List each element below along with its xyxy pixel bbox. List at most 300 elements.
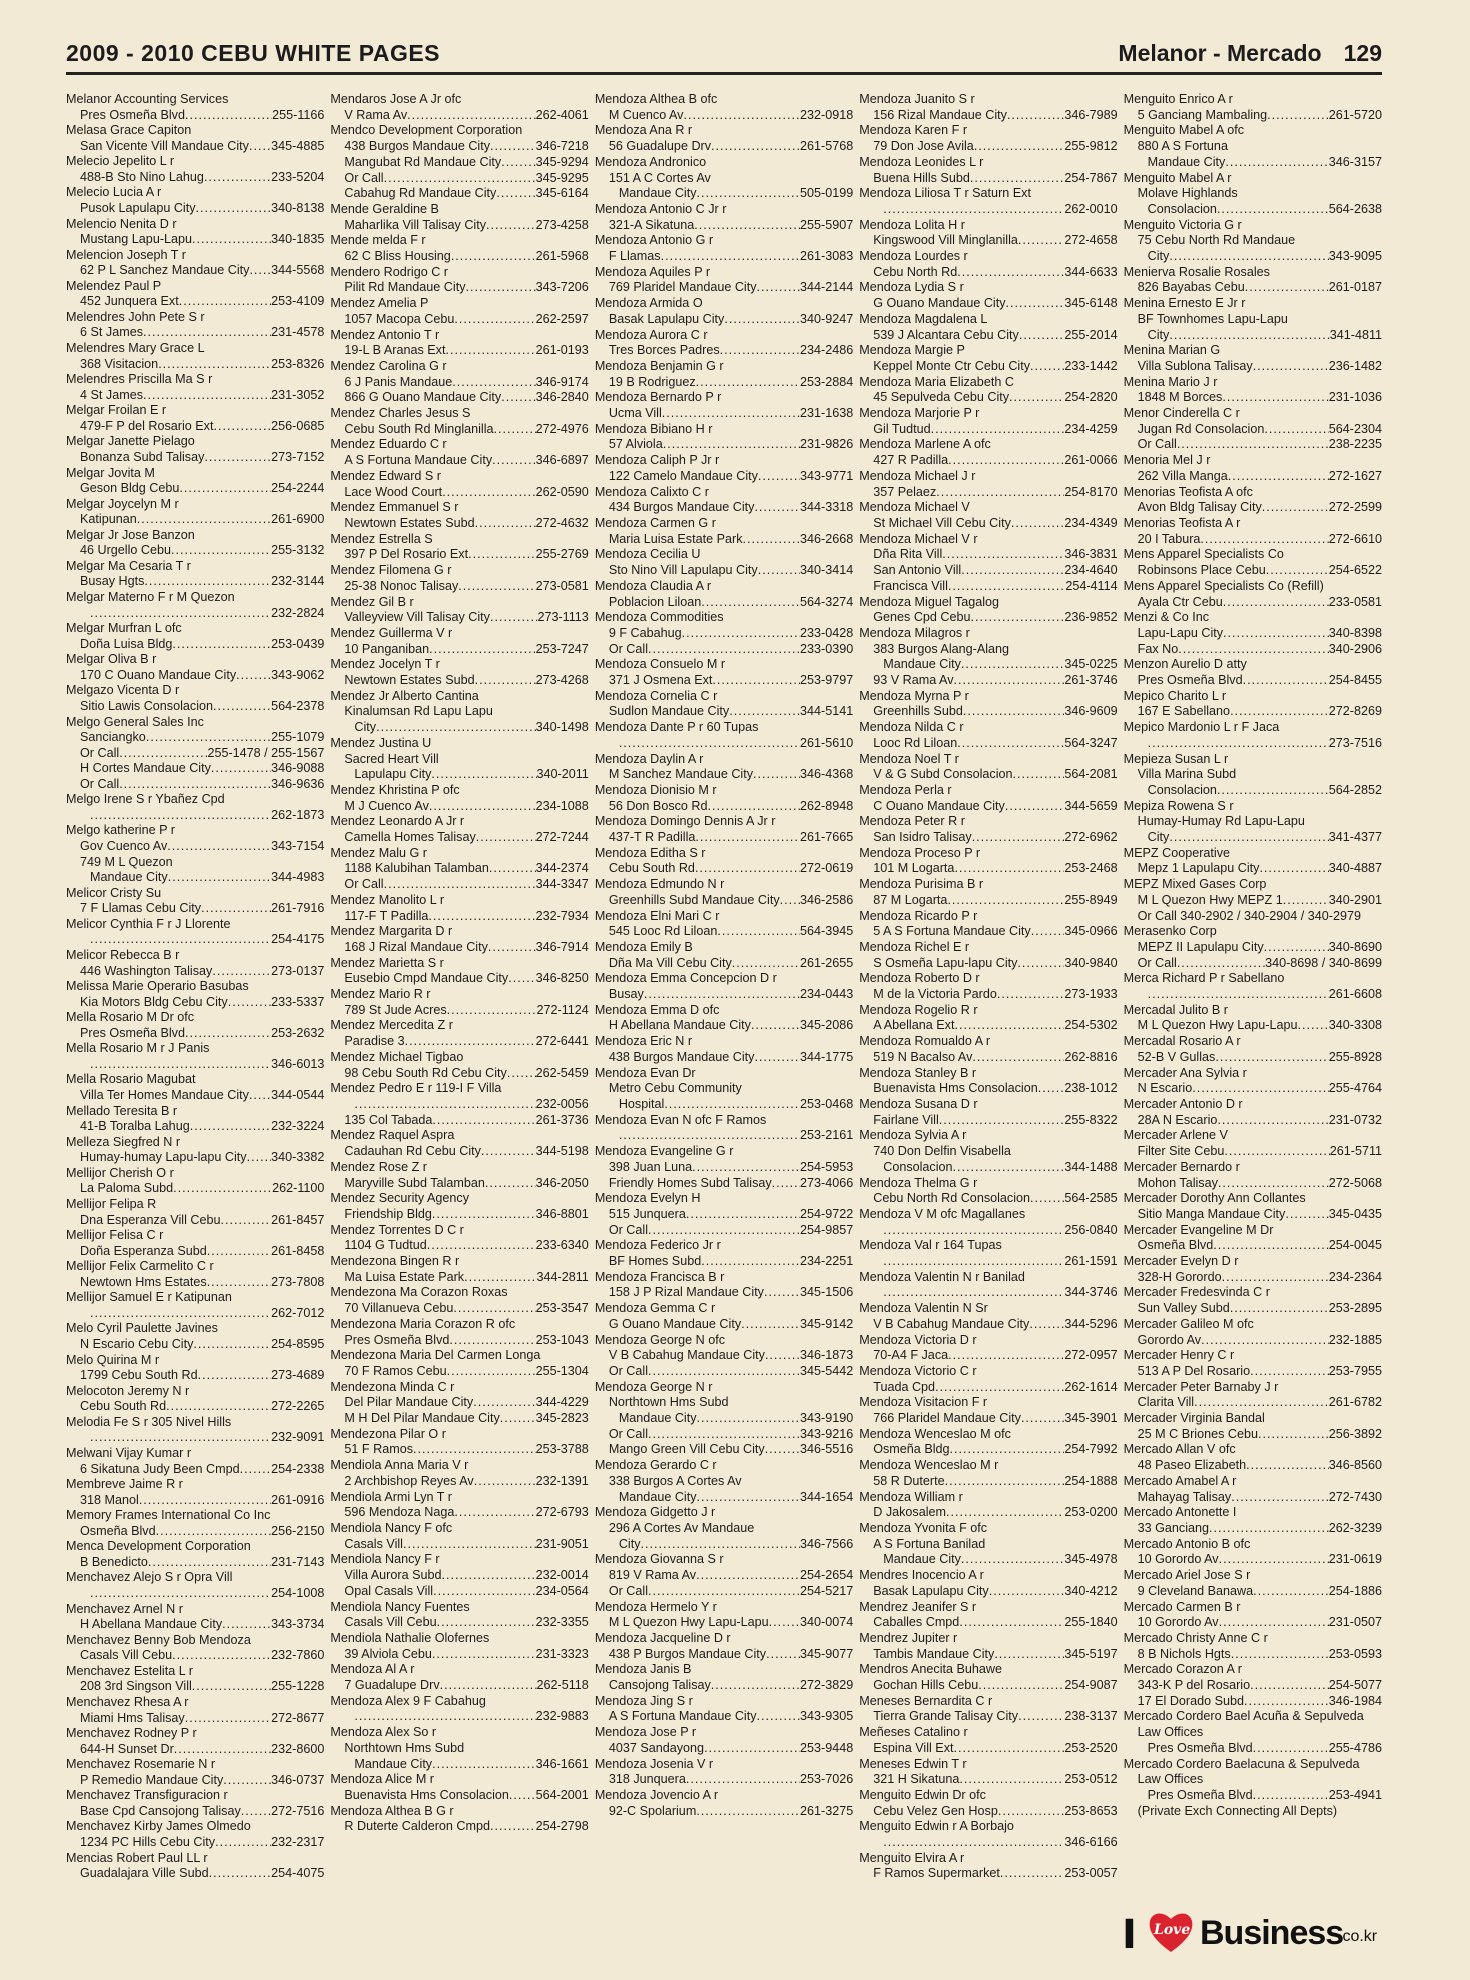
listing-address-line xyxy=(595,1395,853,1411)
dot-leader xyxy=(485,1176,536,1192)
listing-address-line xyxy=(595,186,853,202)
phone-number: 261-6608 xyxy=(1328,987,1383,1002)
dot-leader xyxy=(431,767,536,783)
address-text: City xyxy=(1147,830,1170,845)
phone-number: 272-3829 xyxy=(799,1678,854,1693)
address-text: Villa Marina Subd xyxy=(1137,767,1237,782)
listing-address-line xyxy=(1124,1725,1382,1741)
listing-address-line xyxy=(66,481,324,497)
listing-address-line xyxy=(1124,328,1382,344)
listing-address-line xyxy=(330,422,588,438)
listing-entry xyxy=(859,1490,1117,1521)
listing-name: Mercado Antonio B ofc xyxy=(1123,1536,1251,1551)
listing-name: Mendoza Marlene A ofc xyxy=(859,437,991,452)
dot-leader xyxy=(1009,390,1064,406)
address-text: 1104 G Tudtud xyxy=(344,1238,427,1253)
listing-name: Mendoza Margie P xyxy=(859,343,965,358)
listing-address-line xyxy=(859,1254,1117,1270)
listing-address-line xyxy=(595,500,853,516)
listing-name: Mendez Rose Z r xyxy=(330,1159,427,1174)
listing-column-3 xyxy=(595,92,853,1882)
listing-address-line xyxy=(66,1150,324,1166)
listing-name: Melgar Janette Pielago xyxy=(66,434,195,449)
dot-leader xyxy=(119,746,207,762)
listing-name: Mercado Cordero Bael Acuña & Sepulveda xyxy=(1123,1709,1364,1724)
dot-leader xyxy=(500,1411,536,1427)
phone-number: 254-7992 xyxy=(1064,1442,1118,1457)
listing-entry xyxy=(1124,1411,1382,1442)
listing-name: Menina Marian G xyxy=(1123,343,1221,358)
listing-address-line xyxy=(1124,233,1382,249)
listing-address-line xyxy=(859,390,1117,406)
listing-entry xyxy=(1124,971,1382,1002)
listing-name: Mendoza Cornelia C r xyxy=(594,688,718,703)
phone-number: 253-0468 xyxy=(799,1097,854,1111)
dot-leader xyxy=(1217,202,1329,218)
listing-entry xyxy=(66,1135,324,1166)
listing-name: Mendez Charles Jesus S xyxy=(330,406,471,421)
phone-number: 232-0918 xyxy=(799,107,854,122)
address-text: 10 Gorordo Av xyxy=(1137,1552,1219,1567)
dot-leader xyxy=(201,901,271,917)
listing-address-line xyxy=(595,673,853,689)
phone-number: 233-0428 xyxy=(799,625,854,640)
dot-leader xyxy=(989,1584,1065,1600)
listing-entry xyxy=(66,1415,324,1446)
listing-name: Mendoza Althea B ofc xyxy=(594,92,718,106)
listing-entry xyxy=(330,563,588,594)
listing-entry xyxy=(1124,720,1382,751)
listing-name: Melgazo Vicenta D r xyxy=(66,683,180,698)
listing-name: Mendoza Gidgetto J r xyxy=(594,1505,716,1520)
phone-number: 253-3788 xyxy=(535,1442,589,1457)
listing-entry xyxy=(859,186,1117,217)
dot-leader xyxy=(697,186,800,202)
address-text: Greenhills Subd Mandaue City xyxy=(608,892,780,907)
listing-entry xyxy=(859,1631,1117,1662)
phone-number: 261-3275 xyxy=(799,1803,854,1818)
address-text: Del Pilar Mandaue City xyxy=(344,1395,474,1410)
dot-leader xyxy=(765,1348,800,1364)
listing-entry xyxy=(595,328,853,359)
listing-address-line xyxy=(595,1772,853,1788)
address-text: Or Call xyxy=(608,1583,648,1598)
listing-entry xyxy=(1124,1191,1382,1222)
listing-address-line xyxy=(595,924,853,940)
listing-address-line xyxy=(66,1804,324,1820)
dot-leader xyxy=(90,1586,271,1602)
listing-address-line xyxy=(595,1568,853,1584)
dot-leader xyxy=(1253,1741,1329,1757)
listing-address-line xyxy=(1124,1427,1382,1443)
listing-entry xyxy=(66,217,324,248)
logo-business-text: Business xyxy=(1200,1914,1344,1952)
listing-name: Mendoza Jing S r xyxy=(594,1693,693,1708)
listing-address-line xyxy=(1124,1458,1382,1474)
listing-entry xyxy=(66,1072,324,1103)
listing-address-line xyxy=(66,1368,324,1384)
listing-address-line xyxy=(1124,956,1382,972)
listing-address-line xyxy=(859,673,1117,689)
listing-entry xyxy=(1124,1223,1382,1254)
phone-number: 253-4109 xyxy=(271,294,325,309)
listing-address-line xyxy=(330,1788,588,1804)
listing-address-line xyxy=(330,1411,588,1427)
dot-leader xyxy=(384,171,536,187)
dot-leader xyxy=(172,637,271,653)
listing-name: Mendez Carolina G r xyxy=(330,358,447,373)
address-text: Mandaue City xyxy=(90,870,168,885)
phone-number: 262-8948 xyxy=(799,798,854,813)
listing-entry xyxy=(1124,547,1382,578)
phone-number: 564-2304 xyxy=(1328,421,1383,436)
listing-name: Mendoza Noel T r xyxy=(859,751,959,766)
dot-leader xyxy=(1230,1301,1329,1317)
listing-name: Mercader Evangeline M Dr xyxy=(1123,1222,1274,1237)
dot-leader xyxy=(451,249,536,265)
listing-name: Mendoza Richel E r xyxy=(859,939,970,954)
listing-address-line xyxy=(1124,139,1382,155)
listing-address-line xyxy=(859,1584,1117,1600)
listing-entry xyxy=(859,1819,1117,1850)
listing-name: Melo Cyril Paulette Javines xyxy=(66,1321,218,1336)
address-text: 7 F Llamas Cebu City xyxy=(80,901,202,916)
phone-number: 343-9216 xyxy=(799,1426,854,1441)
address-text: G Ouano Mandaue City xyxy=(608,1316,742,1331)
listing-name: Mendez Manolito L r xyxy=(330,892,445,907)
listing-name: Mendezona Maria Del Carmen Longa xyxy=(330,1348,541,1363)
listing-address-line xyxy=(595,956,853,972)
address-text: A Abellana Ext xyxy=(873,1018,955,1033)
phone-number: 346-7914 xyxy=(535,939,589,954)
listing-name: Mendoza Alice M r xyxy=(330,1772,434,1787)
phone-number: 340-1498 xyxy=(535,720,589,735)
phone-number: 253-1043 xyxy=(535,1332,589,1347)
listing-name: Menzi & Co Inc xyxy=(1123,610,1210,625)
listing-name: Mendoza Gemma C r xyxy=(594,1301,716,1316)
phone-number: 343-3734 xyxy=(271,1617,325,1632)
listing-address-line xyxy=(330,485,588,501)
phone-number: 344-2144 xyxy=(799,280,854,295)
listing-name: Melgo Irene S r Ybañez Cpd xyxy=(66,792,225,807)
listing-address-line xyxy=(859,1647,1117,1663)
listing-name: Mendoza Giovanna S r xyxy=(594,1552,724,1567)
listing-name: Mendez Marietta S r xyxy=(330,955,444,970)
listing-address-line xyxy=(859,547,1117,563)
listing-name: Mendezona Maria Corazon R ofc xyxy=(330,1316,516,1331)
listing-address-line xyxy=(66,1088,324,1104)
listing-entry xyxy=(859,1207,1117,1238)
phone-number: 255-5907 xyxy=(799,217,854,232)
listing-address-line xyxy=(330,830,588,846)
dot-leader xyxy=(1222,390,1328,406)
address-text: 513 A P Del Rosario xyxy=(1137,1363,1251,1378)
listing-address-line xyxy=(330,108,588,124)
listing-name: Mendez Security Agency xyxy=(330,1191,470,1206)
dot-leader xyxy=(883,1223,1064,1239)
address-text: Gorordo Av xyxy=(1137,1332,1202,1347)
listing-address-line xyxy=(595,861,853,877)
phone-number: 345-9295 xyxy=(535,170,589,185)
listing-address-line xyxy=(595,987,853,1003)
listing-address-line xyxy=(595,1254,853,1270)
listing-name: Mercadal Rosario A r xyxy=(1123,1034,1241,1049)
listing-name: Mendez Emmanuel S r xyxy=(330,500,459,515)
address-text: 46 Urgello Cebu xyxy=(80,543,172,558)
phone-number: 262-4061 xyxy=(535,107,589,122)
listing-name: Mendez Filomena G r xyxy=(330,563,452,578)
dot-leader xyxy=(1031,924,1065,940)
phone-number: 253-3547 xyxy=(535,1301,589,1316)
listing-address-line xyxy=(595,1678,853,1694)
phone-number: 262-0010 xyxy=(1064,201,1118,216)
dot-leader xyxy=(207,1275,271,1291)
address-text: F Llamas xyxy=(608,249,661,264)
dot-leader xyxy=(695,861,800,877)
dot-leader xyxy=(1258,1427,1329,1443)
listing-address-line xyxy=(1124,437,1382,453)
dot-leader xyxy=(146,730,271,746)
phone-number: 254-4075 xyxy=(271,1866,325,1881)
listing-name: Mendoza Elni Mari C r xyxy=(594,908,720,923)
listing-entry xyxy=(330,626,588,657)
listing-address-line xyxy=(859,1741,1117,1757)
listing-name: Mendoza Nilda C r xyxy=(859,720,964,735)
dot-leader xyxy=(476,830,536,846)
dot-leader xyxy=(119,777,271,793)
listing-entry xyxy=(595,1631,853,1662)
listing-entry xyxy=(595,940,853,971)
listing-entry xyxy=(1124,579,1382,610)
listing-name: Melodia Fe S r 305 Nivel Hills xyxy=(66,1414,232,1429)
listing-address-line xyxy=(859,1474,1117,1490)
listing-entry xyxy=(1124,375,1382,406)
dot-leader xyxy=(204,170,271,186)
listing-address-line xyxy=(1124,155,1382,171)
address-text: Law Offices xyxy=(1137,1772,1204,1787)
listing-address-line xyxy=(330,453,588,469)
address-text: Caballes Cmpd xyxy=(873,1615,960,1630)
listing-name: Mendez Estrella S xyxy=(330,531,433,546)
listing-entry xyxy=(595,1694,853,1725)
phone-number: 273-0581 xyxy=(535,578,589,593)
listing-address-line xyxy=(595,1427,853,1443)
phone-number: 234-4349 xyxy=(1064,515,1118,530)
phone-number: 346-9174 xyxy=(535,374,589,389)
listing-entry xyxy=(330,1772,588,1803)
listing-name: Mendez Michael Tigbao xyxy=(330,1049,464,1064)
listing-name: Mendoza Leonides L r xyxy=(859,154,984,169)
phone-number: 238-1012 xyxy=(1064,1081,1118,1096)
address-text: Eusebio Cmpd Mandaue City xyxy=(344,971,509,986)
listing-name: Mendoza Alex 9 F Cabahug xyxy=(330,1693,486,1708)
listing-name: Mendoza William r xyxy=(859,1489,963,1504)
address-text: 296 A Cortes Av Mandaue xyxy=(608,1520,755,1535)
dot-leader xyxy=(1246,1458,1329,1474)
phone-number: 234-0564 xyxy=(535,1583,589,1598)
listing-address-line xyxy=(595,532,853,548)
address-text: 769 Plaridel Mandaue City xyxy=(608,280,757,295)
address-text: Hospital xyxy=(618,1097,665,1111)
address-text: Camella Homes Talisay xyxy=(344,830,476,845)
address-text: Kia Motors Bldg Cebu City xyxy=(80,994,228,1009)
listing-address-line xyxy=(66,730,324,746)
listing-entry xyxy=(595,453,853,484)
listing-name: Mendez Raquel Aspra xyxy=(330,1128,455,1143)
dot-leader xyxy=(720,343,800,359)
listing-entry xyxy=(330,846,588,893)
listing-entry xyxy=(859,1066,1117,1097)
listing-name: Mendoza Victoria D r xyxy=(859,1332,977,1347)
phone-number: 261-5610 xyxy=(799,735,854,750)
address-text: Mandaue City xyxy=(883,1552,961,1567)
dot-leader xyxy=(1264,422,1328,438)
phone-number: 261-6900 xyxy=(271,512,325,527)
dot-leader xyxy=(1011,516,1065,532)
listing-entry xyxy=(595,814,853,845)
listing-entry xyxy=(330,500,588,531)
listing-address-line xyxy=(859,1537,1117,1553)
address-text: City xyxy=(354,720,377,735)
phone-number: 253-2161 xyxy=(799,1128,854,1143)
phone-number: 231-0619 xyxy=(1328,1552,1383,1567)
phone-number: 254-1008 xyxy=(271,1586,325,1600)
listing-entry xyxy=(1124,92,1382,123)
listing-address-line xyxy=(330,218,588,234)
listing-entry xyxy=(330,1694,588,1725)
listing-address-line xyxy=(66,1773,324,1789)
address-text: 57 Alviola xyxy=(608,437,663,452)
listing-address-line xyxy=(66,777,324,793)
listing-address-line xyxy=(1124,893,1382,909)
listing-entry xyxy=(595,971,853,1002)
listing-address-line xyxy=(330,186,588,202)
listing-entry xyxy=(330,437,588,468)
listing-entry xyxy=(1124,799,1382,846)
phone-number: 272-4976 xyxy=(535,421,589,436)
dot-leader xyxy=(686,1772,800,1788)
phone-number: 346-0737 xyxy=(271,1772,325,1787)
listing-address-line xyxy=(330,343,588,359)
address-text: 596 Mendoza Naga xyxy=(344,1505,455,1520)
dot-leader xyxy=(442,1568,536,1584)
phone-number: 255-4764 xyxy=(1328,1081,1383,1096)
phone-number: 273-4066 xyxy=(799,1175,854,1190)
listing-name: Mendoza Valentin N Sr xyxy=(859,1301,988,1316)
address-text: Mahayag Talisay xyxy=(1137,1489,1232,1504)
dot-leader xyxy=(950,1442,1065,1458)
listing-address-line xyxy=(859,453,1117,469)
address-text: Cebu North Rd Consolacion xyxy=(873,1191,1031,1206)
phone-number: 232-3224 xyxy=(271,1119,325,1134)
listing-address-line xyxy=(595,1647,853,1663)
listing-name: Mendoza Commodities xyxy=(594,610,724,625)
dot-leader xyxy=(883,1835,1064,1851)
listing-address-line xyxy=(1124,673,1382,689)
listing-entry xyxy=(595,1600,853,1631)
listing-address-line xyxy=(330,249,588,265)
dot-leader xyxy=(179,481,271,497)
phone-number: 272-6962 xyxy=(1064,830,1118,845)
phone-number: 254-1886 xyxy=(1328,1583,1383,1598)
address-text: San Antonio Vill xyxy=(873,563,962,578)
dot-leader xyxy=(428,909,535,925)
listing-entry xyxy=(66,715,324,793)
address-text: 4 St James xyxy=(80,387,143,402)
footer-logo xyxy=(1122,1908,1382,1958)
dot-leader xyxy=(1169,830,1328,846)
listing-entry xyxy=(595,846,853,877)
address-text: 75 Cebu North Rd Mandaue xyxy=(1137,233,1296,248)
listing-address-line xyxy=(1124,390,1382,406)
listing-address-line xyxy=(1124,500,1382,516)
phone-number: 346-7989 xyxy=(1064,107,1118,122)
listing-entry xyxy=(595,390,853,421)
listing-entry xyxy=(1124,406,1382,453)
listing-address-line xyxy=(859,1835,1117,1851)
address-text: La Paloma Subd xyxy=(80,1181,174,1196)
address-text: 20 I Tabura xyxy=(1137,531,1201,546)
phone-number: 234-4259 xyxy=(1064,421,1118,436)
dot-leader xyxy=(464,1270,536,1286)
listing-address-line xyxy=(1124,312,1382,328)
listing-address-line xyxy=(859,1380,1117,1396)
dot-leader xyxy=(198,1368,272,1384)
phone-number: 340-2011 xyxy=(536,767,589,782)
listing-name: Melgar Joycelyn M r xyxy=(66,496,179,511)
listing-name: Mendoza Evangeline G r xyxy=(594,1144,734,1159)
phone-number: 232-2317 xyxy=(271,1835,325,1849)
listing-address-line xyxy=(595,139,853,155)
phone-number: 343-9062 xyxy=(271,667,325,682)
dot-leader xyxy=(696,1568,800,1584)
listing-name: Mende melda F r xyxy=(330,233,426,248)
address-text: 6 Sikatuna Judy Been Cmpd xyxy=(80,1461,240,1476)
listing-name: Mendoza Lolita H r xyxy=(859,217,965,232)
listing-name: Melgar Froilan E r xyxy=(66,403,167,418)
phone-number: 231-0507 xyxy=(1328,1615,1383,1630)
listing-address-line xyxy=(859,830,1117,846)
dot-leader xyxy=(1231,1490,1329,1506)
dot-leader xyxy=(683,108,800,124)
dot-leader xyxy=(196,201,272,217)
address-text: Busay xyxy=(608,987,644,1002)
listing-address-line xyxy=(330,1395,588,1411)
listing-name: Melgar Jr Jose Banzon xyxy=(66,527,195,542)
phone-number: 253-2632 xyxy=(271,1025,325,1040)
address-text: 1848 M Borces xyxy=(1137,390,1223,405)
phone-number: 344-5659 xyxy=(1064,798,1118,813)
address-text: Basak Lapulapu City xyxy=(608,311,725,326)
listing-entry xyxy=(595,1113,853,1144)
phone-number: 340-4887 xyxy=(1328,861,1383,876)
address-text: M de la Victoria Pardo xyxy=(873,987,997,1002)
phone-number: 272-7244 xyxy=(535,830,589,845)
address-text: Humay-Humay Rd Lapu-Lapu xyxy=(1137,814,1305,829)
dot-leader xyxy=(883,202,1064,218)
phone-number: 344-3318 xyxy=(799,500,854,515)
phone-number: 238-2235 xyxy=(1328,437,1383,452)
listing-address-line xyxy=(1124,359,1382,375)
dot-leader xyxy=(143,388,271,404)
address-text: Lace Wood Court xyxy=(344,484,443,499)
address-text: Humay-humay Lapu-lapu City xyxy=(80,1150,247,1165)
dot-leader xyxy=(1250,1364,1329,1380)
dot-leader xyxy=(442,485,535,501)
listing-entry xyxy=(330,328,588,359)
listing-name: Mendoza Evan N ofc F Ramos xyxy=(594,1112,767,1127)
dot-leader xyxy=(712,673,800,689)
